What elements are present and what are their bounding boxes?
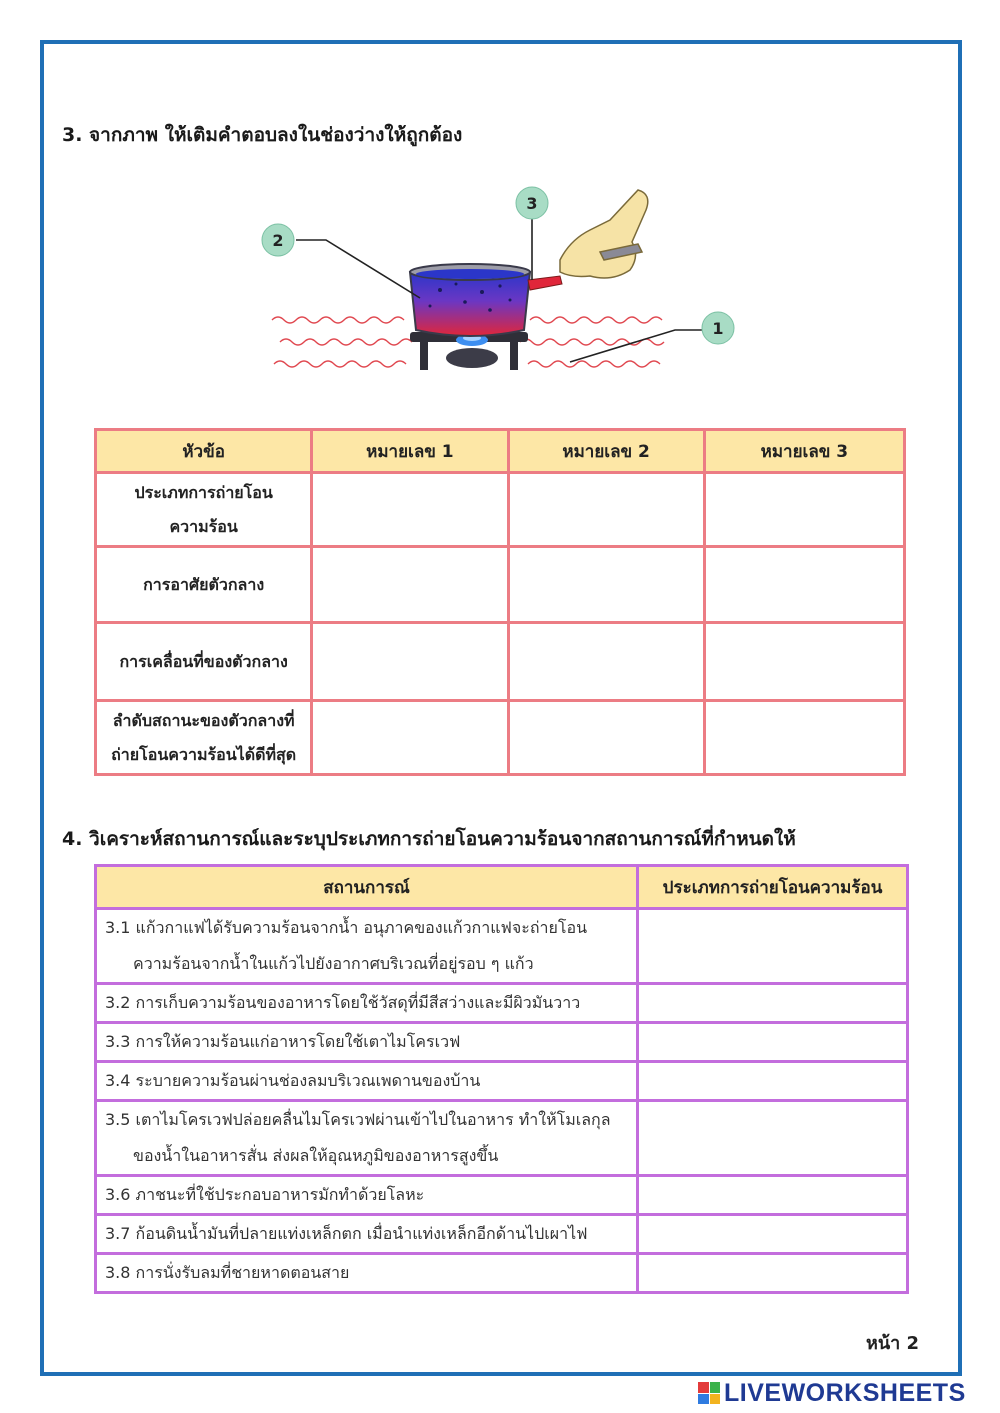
logo-icon (698, 1382, 720, 1404)
header-number-3: หมายเลข 3 (704, 430, 904, 473)
table-row (96, 473, 905, 547)
table-row (96, 909, 908, 984)
heat-wave-2 (280, 339, 412, 345)
answer-cell-2-3[interactable] (704, 547, 904, 623)
header-topic: หัวข้อ (96, 430, 312, 473)
table-row (96, 547, 905, 623)
answer-cell-3-2[interactable] (638, 984, 908, 1023)
answer-cell-1-3[interactable] (704, 473, 904, 547)
situation-3-8: 3.8 การนั่งรับลมที่ชายหาดตอนสาย (96, 1254, 638, 1293)
svg-text:1: 1 (712, 319, 724, 338)
answer-cell-3-1[interactable] (312, 623, 508, 701)
figure-label-2 (262, 224, 294, 256)
answer-cell-3-3[interactable] (704, 623, 904, 701)
brand-name: LIVEWORKSHEETS (724, 1378, 966, 1407)
question-4-table (94, 864, 909, 1294)
leader-line-2 (296, 240, 420, 298)
pot (410, 264, 562, 336)
question-4-title: 4. วิเคราะห์สถานการณ์และระบุประเภทการถ่ายโอนความร้อนจากสถานการณ์ที่กำหนดให้ (62, 828, 796, 850)
table-row (96, 1023, 908, 1062)
header-number-2: หมายเลข 2 (508, 430, 704, 473)
question-3-table (94, 428, 906, 776)
answer-cell-3-1[interactable] (638, 909, 908, 984)
figure-label-3 (516, 187, 548, 219)
situation-3-6: 3.6 ภาชนะที่ใช้ประกอบอาหารมักทำด้วยโลหะ (96, 1176, 638, 1215)
situation-3-3: 3.3 การให้ความร้อนแก่อาหารโดยใช้เตาไมโครเวฟ (96, 1023, 638, 1062)
row-label: การเคลื่อนที่ของตัวกลาง (96, 623, 312, 701)
svg-text:2: 2 (272, 231, 284, 250)
svg-text:3: 3 (526, 194, 538, 213)
header-situation: สถานการณ์ (96, 866, 638, 909)
situation-3-2: 3.2 การเก็บความร้อนของอาหารโดยใช้วัสดุที่มีสีสว่างและมีผิวมันวาว (96, 984, 638, 1023)
table-row (96, 984, 908, 1023)
header-transfer-type: ประเภทการถ่ายโอนความร้อน (638, 866, 908, 909)
answer-cell-3-4[interactable] (638, 1062, 908, 1101)
row-label: ประเภทการถ่ายโอน ความร้อน (96, 473, 312, 547)
answer-cell-2-1[interactable] (312, 547, 508, 623)
answer-cell-1-1[interactable] (312, 473, 508, 547)
page-number: หน้า 2 (866, 1333, 920, 1354)
table-header-row (96, 430, 905, 473)
table-row (96, 1101, 908, 1176)
answer-cell-3-8[interactable] (638, 1254, 908, 1293)
heat-wave-4 (530, 317, 662, 323)
answer-cell-3-3[interactable] (638, 1023, 908, 1062)
table-row (96, 623, 905, 701)
table-row (96, 1215, 908, 1254)
table-row (96, 1254, 908, 1293)
situation-3-4: 3.4 ระบายความร้อนผ่านช่องลมบริเวณเพดานของบ้าน (96, 1062, 638, 1101)
heat-wave-6 (528, 361, 660, 367)
table-row (96, 1176, 908, 1215)
heat-wave-3 (274, 361, 406, 367)
heat-transfer-illustration (260, 180, 750, 385)
answer-cell-3-5[interactable] (638, 1101, 908, 1176)
table-row (96, 1062, 908, 1101)
leader-line-1 (570, 330, 702, 362)
row-label: การอาศัยตัวกลาง (96, 547, 312, 623)
question-3-title: 3. จากภาพ ให้เติมคำตอบลงในช่องว่างให้ถูกต้อง (62, 124, 463, 146)
stove (410, 332, 528, 370)
answer-cell-1-2[interactable] (508, 473, 704, 547)
answer-cell-2-2[interactable] (508, 547, 704, 623)
answer-cell-4-3[interactable] (704, 701, 904, 775)
table-header-row (96, 866, 908, 909)
hand (560, 190, 648, 278)
table-row (96, 701, 905, 775)
situation-3-1: 3.1 แก้วกาแฟได้รับความร้อนจากน้ำ อนุภาคของแก้วกาแฟจะถ่ายโอน ความร้อนจากน้ำในแก้วไปยังอากาศบริเวณที่อยู่รอบ ๆ แก้ว (96, 909, 638, 984)
answer-cell-3-6[interactable] (638, 1176, 908, 1215)
situation-3-5: 3.5 เตาไมโครเวฟปล่อยคลื่นไมโครเวฟผ่านเข้าไปในอาหาร ทำให้โมเลกุล ของน้ำในอาหารสั่น ส่งผลให้อุณหภูมิของอาหารสูงขึ้น (96, 1101, 638, 1176)
answer-cell-4-1[interactable] (312, 701, 508, 775)
answer-cell-3-2[interactable] (508, 623, 704, 701)
liveworksheets-logo (698, 1380, 966, 1406)
heat-wave-1 (272, 317, 404, 323)
header-number-1: หมายเลข 1 (312, 430, 508, 473)
answer-cell-3-7[interactable] (638, 1215, 908, 1254)
answer-cell-4-2[interactable] (508, 701, 704, 775)
row-label: ลำดับสถานะของตัวกลางที่ ถ่ายโอนความร้อนได้ดีที่สุด (96, 701, 312, 775)
figure-label-1 (702, 312, 734, 344)
situation-3-7: 3.7 ก้อนดินน้ำมันที่ปลายแท่งเหล็กตก เมื่อนำแท่งเหล็กอีกด้านไปเผาไฟ (96, 1215, 638, 1254)
